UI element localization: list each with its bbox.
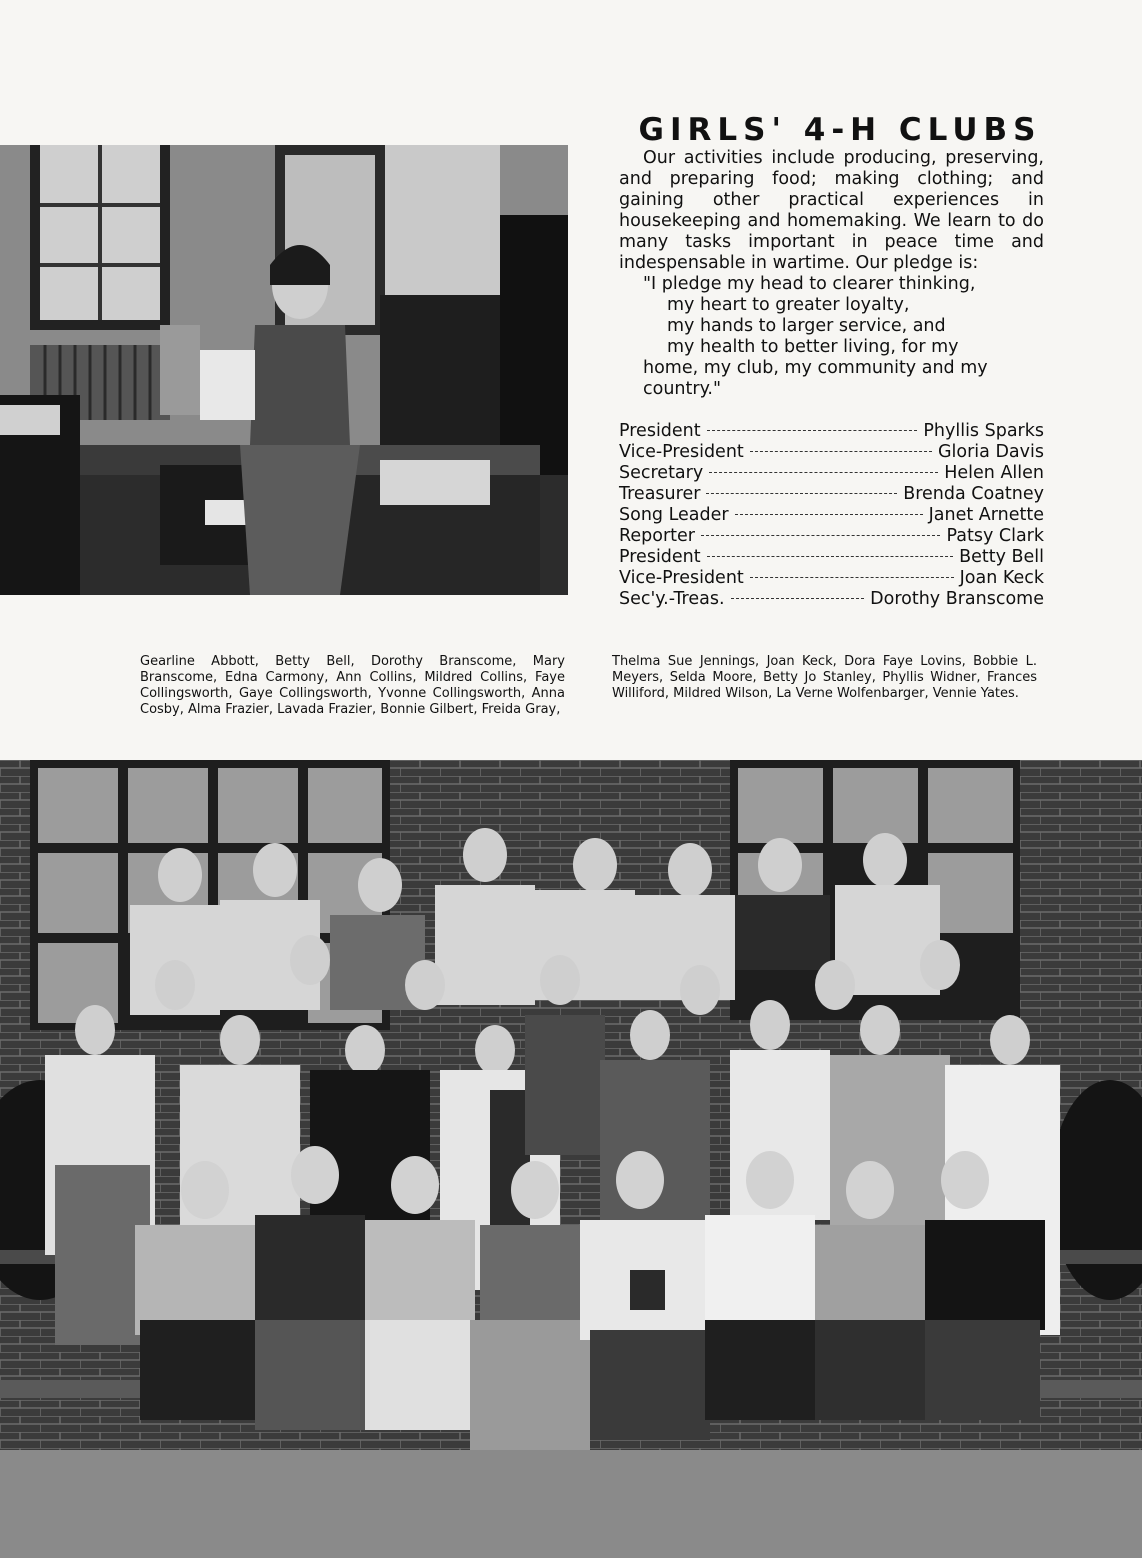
officer-row [619,463,1044,484]
dot-leader [750,577,954,578]
officer-role: Vice-President [619,568,744,588]
officer-row [619,526,1044,547]
pledge-text [619,274,1044,400]
officer-role: Reporter [619,526,695,546]
officer-row [619,568,1044,589]
officer-name: Brenda Coatney [903,484,1044,504]
dot-leader [701,535,940,536]
dot-leader [706,493,897,494]
pledge-line: home, my club, my community and my [643,358,988,378]
dot-leader [707,556,953,557]
officer-row [619,589,1044,610]
member-names-left: Gearline Abbott, Betty Bell, Dorothy Branscome, Mary Branscome, Edna Carmony, Ann Collins, Mildred Collins, Faye Collingsworth, Gaye Collingsworth, Yvonne Collingsworth, Anna Cosby, Alma Frazier, Lavada Frazier, Bonnie Gilbert, Freida Gray, [140,654,565,717]
pledge-line: "I pledge my head to clearer thinking, [643,274,976,294]
officer-name: Joan Keck [959,568,1044,588]
officer-row [619,547,1044,568]
officer-role: President [619,547,701,567]
officer-name: Gloria Davis [937,442,1044,462]
group-photo [0,760,1142,1558]
officer-name: Dorothy Branscome [870,589,1044,609]
dot-leader [707,430,918,431]
officer-name: Janet Arnette [928,505,1044,525]
pledge-line: my hands to larger service, and [667,316,946,336]
intro-paragraph: Our activities include producing, preserving, and preparing food; making clothing; and gaining other practical experiences in housekeeping and homemaking. We learn to do many tasks important in peace time and indespensable in wartime. Our pledge is: [619,148,1044,273]
dot-leader [750,451,932,452]
officer-name: Patsy Clark [946,526,1044,546]
officer-name: Phyllis Sparks [923,421,1044,441]
dot-leader [735,514,923,515]
officer-name: Helen Allen [944,463,1044,483]
dot-leader [731,598,865,599]
officer-row [619,421,1044,442]
officer-role: Secretary [619,463,704,483]
officer-name: Betty Bell [959,547,1044,567]
officer-role: Song Leader [619,505,729,525]
officer-row [619,484,1044,505]
officer-role: Vice-President [619,442,744,462]
page-title: GIRLS' 4-H CLUBS [638,112,1042,148]
member-names-right: Thelma Sue Jennings, Joan Keck, Dora Faye Lovins, Bobbie L. Meyers, Selda Moore, Betty Jo Stanley, Phyllis Widner, Frances Williford, Mildred Wilson, La Verne Wolfenbarger, Vennie Yates. [612,654,1037,701]
pledge-line: my heart to greater loyalty, [667,295,910,315]
dot-leader [709,472,938,473]
pledge-line: country." [643,379,722,399]
pledge-line: my health to better living, for my [667,337,959,357]
officers-list [619,421,1044,610]
officer-row [619,505,1044,526]
officer-row [619,442,1044,463]
officer-role: President [619,421,701,441]
classroom-photo [0,145,568,595]
club-description [619,148,1044,400]
officer-role: Sec'y.-Treas. [619,589,725,609]
officer-role: Treasurer [619,484,701,504]
